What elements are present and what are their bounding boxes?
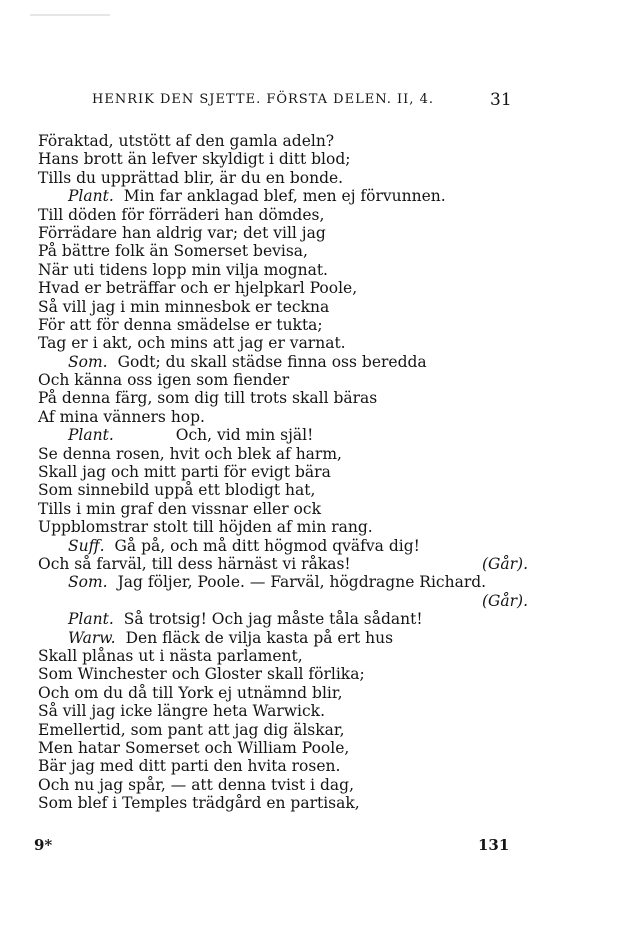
verse-block — [38, 132, 528, 812]
verse-line — [38, 592, 528, 610]
verse-line: Af mina vänners hop. — [38, 407, 205, 426]
stage-direction: (Går). — [481, 591, 528, 610]
page-number: 31 — [490, 90, 512, 110]
line-text: Den fläck de vilja kasta på ert hus — [125, 628, 394, 647]
verse-line: Så vill jag i min minnesbok er teckna — [38, 297, 330, 316]
verse-line: Bär jag med ditt parti den hvita rosen. — [38, 757, 341, 776]
verse-line — [38, 610, 528, 628]
verse-line: Se denna rosen, hvit och blek af harm, — [38, 444, 342, 463]
verse-line: Till döden för förräderi han dömdes, — [38, 205, 325, 224]
speaker-name: Warw. — [68, 628, 116, 647]
verse-line: Emellertid, som pant att jag dig älskar, — [38, 720, 345, 739]
verse-line: Och känna oss igen som fiender — [38, 371, 290, 390]
verse-line: Tag er i akt, och mins att jag er varnat. — [38, 334, 346, 353]
verse-line: Tills i min graf den vissnar eller ock — [38, 499, 321, 518]
speaker-name: Som. — [68, 352, 108, 371]
speaker-name: Plant. — [68, 187, 114, 206]
verse-line: På denna färg, som dig till trots skall bäras — [38, 389, 378, 408]
stage-direction: (Går). — [481, 554, 528, 573]
verse-line: På bättre folk än Somerset bevisa, — [38, 242, 308, 261]
verse-line — [38, 629, 528, 647]
page-header — [0, 92, 624, 116]
verse-line: Som Winchester och Gloster skall förlika; — [38, 665, 365, 684]
speaker-name: Plant. — [68, 426, 114, 445]
verse-line: Men hatar Somerset och William Poole, — [38, 738, 350, 757]
verse-line — [38, 353, 528, 371]
line-text: Godt; du skall städse finna oss beredda — [117, 352, 427, 371]
line-text: Och, vid min själ! — [175, 426, 314, 445]
verse-line: Skall jag och mitt parti för evigt bära — [38, 463, 331, 482]
verse-line: Tills du upprättad blir, är du en bonde. — [38, 168, 344, 187]
line-text: Gå på, och må ditt högmod qväfva dig! — [114, 536, 420, 555]
sheet-signature: 9* — [34, 836, 53, 854]
verse-line — [38, 573, 528, 591]
line-text: Och så farväl, till dess härnäst vi råkas! — [38, 554, 351, 573]
verse-line: Och om du då till York ej utnämnd blir, — [38, 683, 343, 702]
line-text: Så trotsig! Och jag måste tåla sådant! — [123, 610, 423, 629]
verse-line: Och nu jag spår, — att denna tvist i dag, — [38, 775, 354, 794]
speaker-name: Som. — [68, 573, 108, 592]
scan-speck — [30, 14, 110, 16]
verse-line — [38, 537, 528, 555]
verse-line: Som blef i Temples trädgård en partisak, — [38, 794, 360, 813]
verse-line: När uti tidens lopp min vilja mognat. — [38, 260, 328, 279]
line-text: Min far anklagad blef, men ej förvunnen. — [123, 187, 446, 206]
sheet-number: 131 — [478, 836, 510, 854]
verse-line: Hans brott än lefver skyldigt i ditt blod; — [38, 150, 351, 169]
running-title: HENRIK DEN SJETTE. FÖRSTA DELEN. II, 4. — [92, 92, 434, 107]
verse-line: Uppblomstrar stolt till höjden af min rang. — [38, 518, 373, 537]
verse-line: För att för denna smädelse er tukta; — [38, 315, 323, 334]
verse-line — [38, 426, 528, 444]
verse-line — [38, 555, 528, 573]
verse-line: Så vill jag icke längre heta Warwick. — [38, 702, 325, 721]
verse-line: Hvad er beträffar och er hjelpkarl Poole, — [38, 279, 358, 298]
speaker-name: Plant. — [68, 610, 114, 629]
verse-line: Föraktad, utstött af den gamla adeln? — [38, 132, 335, 150]
verse-line: Som sinnebild uppå ett blodigt hat, — [38, 481, 316, 500]
verse-line: Förrädare han aldrig var; det vill jag — [38, 223, 326, 242]
verse-line — [38, 187, 528, 205]
verse-line: Skall plånas ut i nästa parlament, — [38, 646, 303, 665]
speaker-name: Suff. — [68, 536, 105, 555]
line-text: Jag följer, Poole. — Farväl, högdragne Richard. — [117, 573, 487, 592]
